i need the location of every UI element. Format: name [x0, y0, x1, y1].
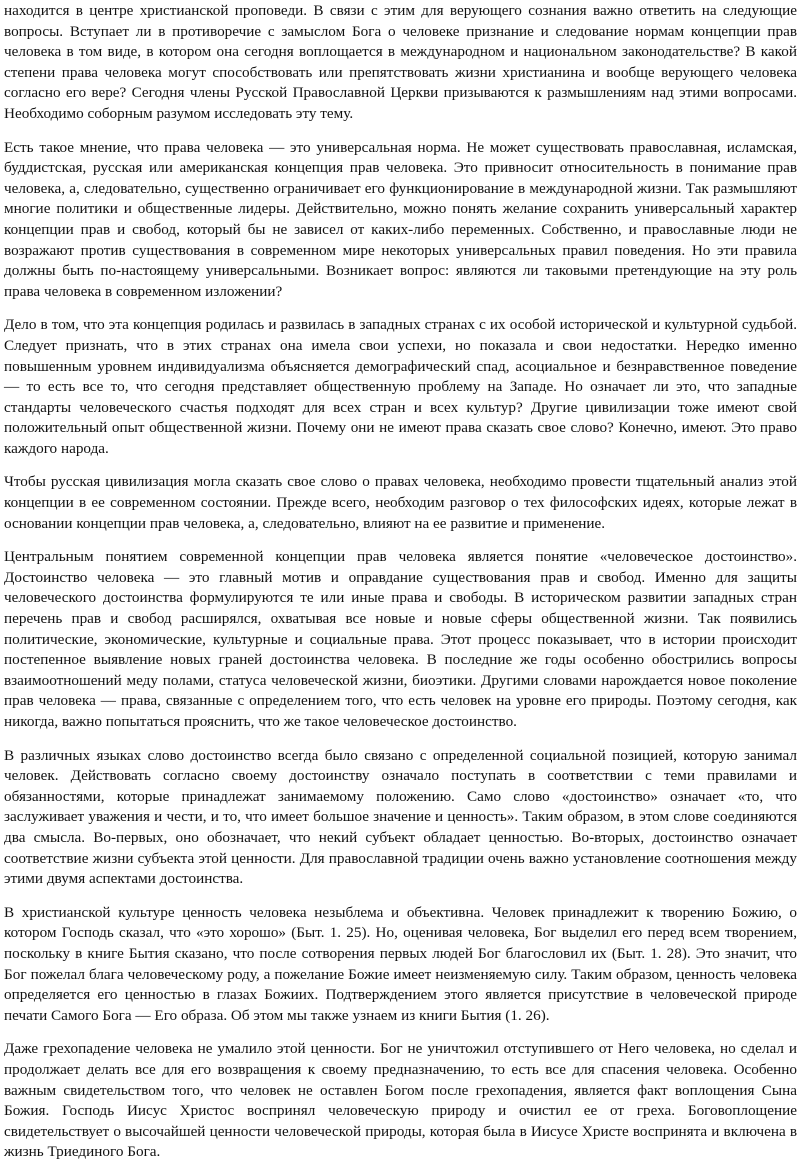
paragraph-1: находится в центре христианской проповеди. В связи с этим для верующего сознания важно ответить на следующие вопросы. Вступает ли в противоречие с замыслом Бога о человеке признание и следование нормам концепции прав человека в том виде, в котором она сегодня воплощается в международном и национальном законодательстве? В какой степени права человека могут способствовать или препятствовать жизни христианина и вообще верующего человека согласно его вере? Сегодня члены Русской Православной Церкви призываются к размышлениям над этими вопросами. Необходимо соборным разумом исследовать эту тему.: [4, 2, 797, 122]
paragraph-5: Центральным понятием современной концепции прав человека является понятие «человеческое достоинство». Достоинство человека — это главный мотив и оправдание существования прав и свобод. Именно для защиты человеческого достоинства формулируются те или иные права и свободы. В историческом развитии западных стран перечень прав и свобод расширялся, охватывая все новые и новые сферы общественной жизни. Так появились политические, экономические, культурные и социальные права. Этот процесс показывает, что в истории происходит постепенное выявление новых граней достоинства человека. В последние же годы особенно обострились вопросы взаимоотношений меду полами, статуса человеческой жизни, биоэтики. Другими словами нарождается новое поколение прав человека — права, связанные с определением того, что есть человек на уровне его природы. Поэтому сегодня, как никогда, важно попытаться прояснить, что же такое человеческое достоинство.: [4, 548, 797, 730]
paragraph-4: Чтобы русская цивилизация могла сказать свое слово о правах человека, необходимо провести тщательный анализ этой концепции в ее современном состоянии. Прежде всего, необходим разговор о тех философских идеях, которые лежат в основании концепции прав человека, а, следовательно, влияют на ее развитие и применение.: [4, 473, 797, 532]
paragraph-8: Даже грехопадение человека не умалило этой ценности. Бог не уничтожил отступившего от Него человека, но сделал и продолжает делать все для его возвращения к своему предназначению, то есть все для спасения человека. Особенно важным свидетельством того, что человек не оставлен Богом после грехопадения, является факт воплощения Сына Божия. Господь Иисус Христос воспринял человеческую природу и очистил ее от греха. Боговоплощение свидетельствует о высочайшей ценности человеческой природы, которая была в Иисусе Христе воспринята и включена в жизнь Триединого Бога.: [4, 1040, 797, 1161]
paragraph-6: В различных языках слово достоинство всегда было связано с определенной социальной позицией, которую занимал человек. Действовать согласно своему достоинству означало поступать в соответствии с теми правилами и обязанностями, которые принадлежат занимаемому положению. Само слово «достоинство» означает «то, что заслуживает уважения и чести, и то, что имеет большое значение и ценность». Таким образом, в этом слове соединяются два смысла. Во-первых, оно обозначает, что некий субъект обладает ценностью. Во-вторых, достоинство означает соответствие жизни субъекта этой ценности. Для православной традиции очень важно установление соотношения между этими двумя аспектами достоинства.: [4, 746, 797, 888]
paragraph-7: В христианской культуре ценность человека незыблема и объективна. Человек принадлежит к творению Божию, о котором Господь сказал, что «это хорошо» (Быт. 1. 25). Но, оценивая человека, Бог выделил его перед всем творением, поскольку в книге Бытия сказано, что после сотворения первых людей Бог благословил их (Быт. 1. 28). Это значит, что Бог пожелал блага человеческому роду, а пожелание Божие имеет неизменяемую силу. Таким образом, ценность человека определяется его ценностью в глазах Божиих. Подтверждением этого является присутствие в человеческой природе печати Самого Бога — Его образа. Об этом мы также узнаем из книги Бытия (1. 26).: [4, 903, 797, 1024]
paragraph-2: Есть такое мнение, что права человека — это универсальная норма. Не может существовать православная, исламская, буддистская, русская или американская концепция прав человека. Это привносит относительность в понимание прав человека, а, следовательно, существенно ограничивает его функционирование в международной жизни. Так размышляют многие политики и общественные лидеры. Действительно, можно понять желание сохранить универсальный характер концепции прав и свобод, который бы не зависел от каких-либо переменных. Собственно, и православные люди не возражают против существования в современном мире некоторых универсальных правил поведения. Но эти правила должны быть по-настоящему универсальными. Возникает вопрос: являются ли таковыми претендующие на эту роль права человека в современном изложении?: [4, 138, 797, 300]
paragraph-3: Дело в том, что эта концепция родилась и развилась в западных странах с их особой исторической и культурной судьбой. Следует признать, что в этих странах она имела свои успехи, но показала и свои недостатки. Нередко именно повышенным уровнем индивидуализма объясняется демографический спад, асоциальное и безнравственное поведение — то есть все то, что сегодня представляет общественную проблему на Западе. Но означает ли это, что западные стандарты человеческого счастья подходят для всех стран и всех культур? Другие цивилизации тоже имеют свой положительный опыт общественной жизни. Почему они не имеют права сказать свое слово? Конечно, имеют. Это право каждого народа.: [4, 316, 797, 457]
